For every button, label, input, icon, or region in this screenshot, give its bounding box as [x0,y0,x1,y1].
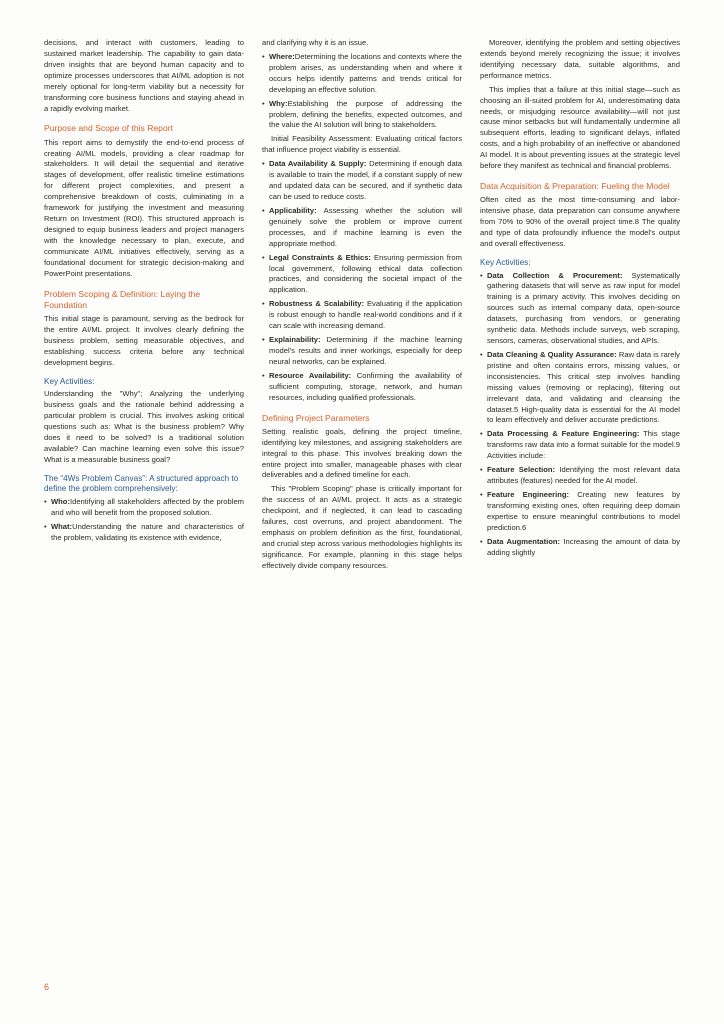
bullet-label: Data Collection & Procurement: [487,270,623,280]
bullet-label: Data Cleaning & Quality Assurance: [487,349,617,359]
bullet-label: Robustness & Scalability: [269,299,364,309]
column-middle [262,38,462,938]
bullet-label: Where: [269,51,295,61]
bullet-dot-icon: • [480,270,483,280]
bullet-dot-icon: • [262,159,265,169]
bullet-item [480,465,680,487]
bullet-item [480,271,680,347]
bullet-dot-icon: • [262,98,265,108]
bullet-label: Data Processing & Feature Engineering: [487,429,640,439]
sub-heading: Key Activities: [44,376,95,386]
bullet-text: Establishing the purpose of addressing the problem, defining the benefits, expected outcomes, and the value the AI solution will bring to stakeholders. [269,98,462,130]
bullet-text: This stage transforms raw data into a format suitable for the model.9 Activities include: [487,429,680,461]
bullet-item [262,299,462,332]
sub-heading: The “4Ws Problem Canvas”: A structured approach to define the problem comprehensively: [44,473,239,494]
bullet-dot-icon: • [262,299,265,309]
column-left [44,38,244,938]
page-number: 6 [44,982,50,992]
paragraph: and clarifying why it is an issue. [262,38,369,47]
paragraph: Initial Feasibility Assessment: Evaluating critical factors that influence project viability is essential. [262,134,462,155]
bullet-item [480,350,680,426]
bullet-label: Resource Availability: [269,370,352,380]
paragraph: This implies that a failure at this initial stage—such as choosing an ill-suited problem for AI, underestimating data needs, or misjudging resource availability—will not just cause minor setbacks but will fundamentally undermine all subsequent efforts, leading to significant delays, inflated costs, and a high probability of an ineffective or abandoned AI model. It is about preventing issues at the strategic level before they manifest as technical and financial problems. [480,84,680,171]
paragraph: decisions, and interact with customers, leading to sustained market leadership. The capability to gain data-driven insights that are beyond human capacity and to optimize processes underscores that AI/ML adoption is not merely optional for long-term viability but a necessity for transforming core business functions and staying ahead in a rapidly evolving market. [44,38,244,113]
bullet-item [262,335,462,368]
bullet-item [44,497,244,519]
bullet-dot-icon: • [480,429,483,439]
section-heading: Purpose and Scope of this Report [44,123,173,134]
bullet-item [262,371,462,404]
bullet-item [44,522,244,544]
bullet-text: Systematically gathering datasets that will serve as raw input for model training is a primary activity. This involves deciding on sources such as internal company data, open-source datasets, purchasing from vendors, or generating synthetic data. Methods include surveys, web scraping, sensors, cameras, observational studies, and APIs. [487,270,680,346]
paragraph: Moreover, identifying the problem and setting objectives extends beyond merely recognizing the issue; it involves identifying necessary data, suitable algorithms, and performance metrics. [480,38,680,80]
paragraph: This initial stage is paramount, serving as the bedrock for the entire AI/ML project. It involves clearly defining the business problem, setting measurable objectives, and establishing success criteria before any technical development begins. [44,313,244,367]
bullet-text: Determining if the machine learning model's results and inner workings, especially for deep neural networks, can be explained. [269,335,462,366]
bullet-item [262,99,462,132]
bullet-dot-icon: • [44,496,47,506]
section-heading: Problem Scoping & Definition: Laying the Foundation [44,288,201,310]
bullet-item [262,159,462,203]
bullet-item [262,206,462,250]
bullet-text: Increasing the amount of data by adding slightly [487,536,680,557]
column-right [480,38,680,938]
bullet-dot-icon: • [262,51,265,61]
bullet-text: Identifying the most relevant data attributes (features) needed for the AI model. [487,465,680,486]
paragraph: Often cited as the most time-consuming and labor-intensive phase, data preparation can consume anywhere from 70% to 90% of the overall project time.8 The quality and type of data profoundly influence the model's output and overall effectiveness. [480,195,680,248]
bullet-label: Applicability: [269,205,317,215]
bullet-text: Evaluating if the application is robust enough to handle real-world conditions and if it can scale with increasing demand. [269,299,462,331]
bullet-text: Creating new features by transforming existing ones, often requiring deep domain expertise to ensure meaningful contributions to model prediction.6 [487,490,681,532]
bullet-dot-icon: • [262,252,265,262]
bullet-text: Ensuring permission from local government, following ethical data collection practices, and considering the societal impact of the application. [269,252,462,295]
bullet-dot-icon: • [262,335,265,345]
bullet-text: Confirming the availability of sufficient computing, storage, network, and human resources, including qualified professionals. [269,370,463,402]
bullet-item [262,253,462,297]
bullet-label: Feature Selection: [487,465,556,475]
bullet-item [262,52,462,96]
paragraph: This report aims to demystify the end-to-end process of creating AI/ML models, providing a clear roadmap for stakeholders. It will detail the sequential and iterative stages of development, offer realistic timeline estimations for different project complexities, and present a comprehensive breakdown of costs, culminating in a framework for justifying the investment and measuring Return on Investment (ROI). This structured approach is designed to equip business leaders and project managers with the knowledge necessary to plan, execute, and communicate AI/ML initiatives effectively, serving as a foundational document for strategic decision-making and PowerPoint presentations. [44,137,244,278]
bullet-item [480,490,680,534]
bullet-text: Assessing whether the solution will genuinely solve the problem or improve current processes, and if machine learning is even the appropriate method. [269,205,462,248]
bullet-label: Legal Constraints & Ethics: [269,252,371,262]
text-columns [44,38,680,938]
bullet-dot-icon: • [480,349,483,359]
sub-heading: Key Activities: [480,257,531,267]
bullet-label: Data Availability & Supply: [269,159,367,169]
bullet-text: Identifying all stakeholders affected by the problem and who will benefit from the proposed solution. [51,496,244,517]
bullet-label: Data Augmentation: [487,536,561,546]
bullet-dot-icon: • [480,465,483,475]
bullet-dot-icon: • [262,370,265,380]
bullet-item [480,429,680,462]
paragraph: Setting realistic goals, defining the project timeline, identifying key milestones, and assigning stakeholders are integral to this phase. This involves breaking down the entire project into smaller, manageable phases with clear deliverables and a defined timeline for each. [262,426,462,480]
bullet-text: Determining if enough data is available to train the model, if a constant supply of new and updated data can be secured, and if synthetic data can be used to reduce costs. [269,159,462,201]
bullet-label: Why: [269,98,288,108]
bullet-dot-icon: • [480,536,483,546]
bullet-dot-icon: • [480,490,483,500]
bullet-dot-icon: • [44,521,47,531]
bullet-label: Feature Engineering: [487,490,570,500]
bullet-dot-icon: • [262,205,265,215]
paragraph: Understanding the "Why"; Analyzing the underlying business goals and the rationale behind addressing a particular problem is crucial. This involves asking critical questions such as: What is the business problem? Why does it need to be solved? Is a traditional solution available? Can machine learning even solve this issue? What is a measurable business goal? [44,389,244,464]
bullet-item [480,537,680,559]
paragraph: This "Problem Scoping" phase is critically important for the success of an AI/ML project. It acts as a strategic checkpoint, and if neglected, it can lead to cascading failures, cost overruns, and project abandonment. The emphasis on problem definition as the first, foundational, and crucial step across various methodologies highlights its significance. For example, planning in this stage helps effectively divide company resources. [262,484,462,570]
bullet-text: Understanding the nature and characteristics of the problem, validating its existence with evidence, [51,521,244,542]
bullet-label: What: [51,521,73,531]
bullet-text: Determining the locations and contexts where the problem arises, as understanding when and where it occurs helps identify patterns and trends critical for developing an effective solution. [269,51,462,94]
bullet-text: Raw data is rarely pristine and often contains errors, missing values, or inconsistencies. This critical step involves handling missing values (removing or replacing), filtering out irrelevant data, and validating and cleansing the dataset.5 High-quality data is essential for the AI model to learn effectively and deliver accurate predictions. [487,349,680,425]
bullet-label: Explainability: [269,335,321,345]
section-heading: Defining Project Parameters [262,412,370,423]
bullet-label: Who: [51,496,70,506]
section-heading: Data Acquisition & Preparation: Fueling the Model [480,181,670,192]
